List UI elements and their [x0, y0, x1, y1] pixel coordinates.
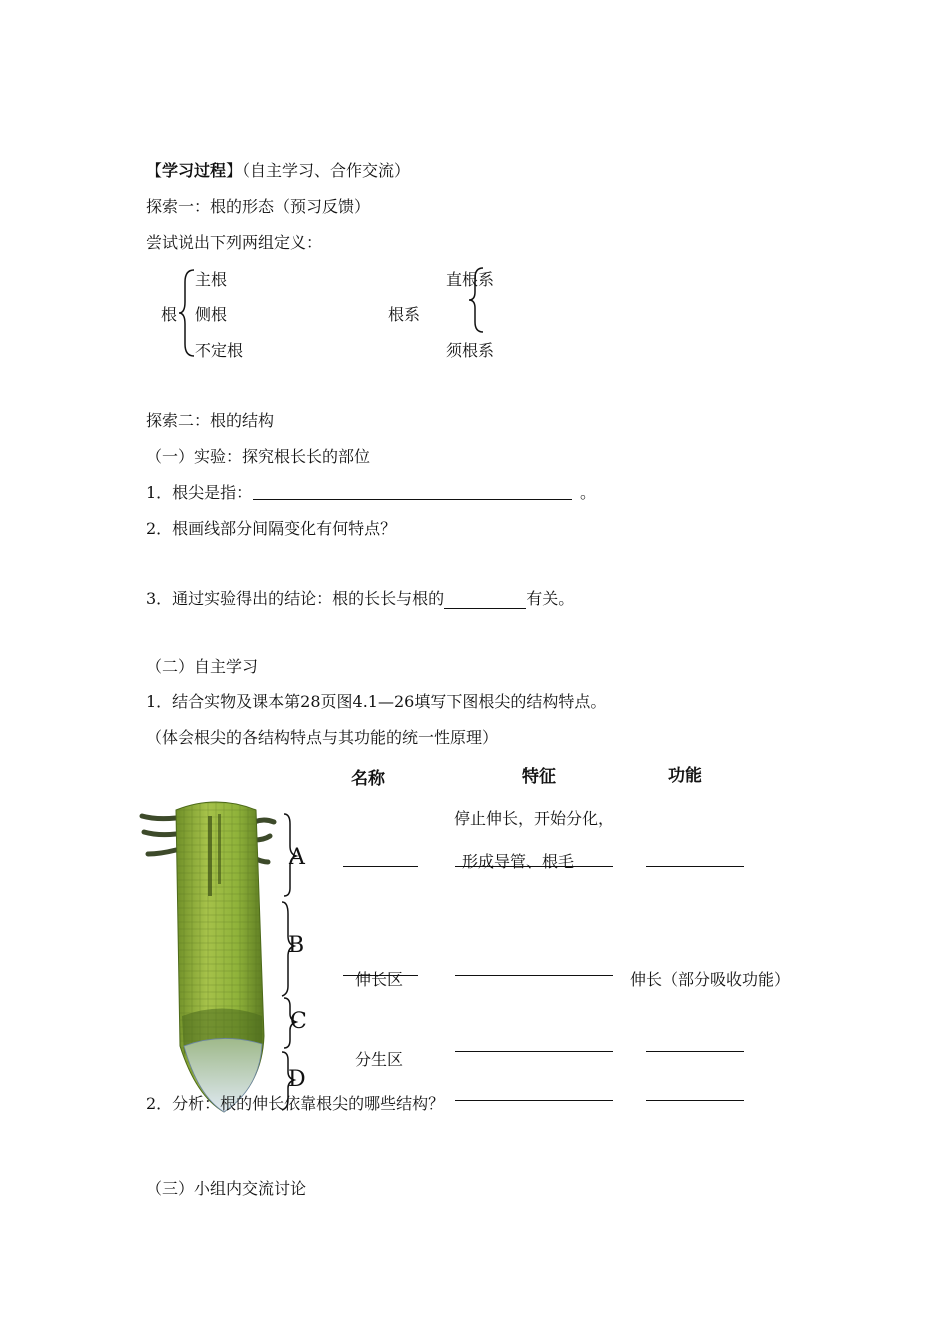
- rowC-name: 分生区: [355, 1050, 404, 1069]
- rowB-name-blank: [343, 975, 418, 976]
- zone-label-c: C: [290, 1009, 307, 1034]
- title-bracket-close: 】: [226, 161, 243, 180]
- explore1-prompt: 尝试说出下列两组定义：: [146, 233, 323, 252]
- rowA-feature-line1: 停止伸长，开始分化，: [454, 809, 615, 828]
- header-name: 名称: [351, 769, 385, 789]
- explore1-title: 探索一：根的形态（预习反馈）: [146, 197, 371, 216]
- question-3: [146, 589, 574, 609]
- rowB-name: 伸长区: [355, 970, 404, 989]
- part2-title: （二）自主学习: [146, 657, 259, 676]
- rowA-name-blank[interactable]: [343, 866, 418, 867]
- system-item-taproot: 直根系: [446, 270, 495, 289]
- root-label: 根: [161, 305, 178, 324]
- question-1: 1．根尖是指：: [146, 483, 253, 502]
- title-main: 学习过程: [162, 161, 227, 180]
- root-item-adventitious: 不定根: [195, 341, 244, 360]
- zone-label-a: A: [289, 845, 305, 870]
- title-note: （自主学习、合作交流）: [242, 161, 411, 180]
- task-1: 1．结合实物及课本第28页图4.1—26填写下图根尖的结构特点。: [146, 692, 607, 711]
- system-brace: [467, 266, 487, 334]
- rowB-feature-blank[interactable]: [455, 975, 613, 976]
- question-1-blank[interactable]: [253, 499, 572, 500]
- zone-label-d: D: [288, 1067, 306, 1092]
- rowA-feature-line2: 形成导管、根毛: [462, 852, 575, 871]
- question-3-blank[interactable]: [444, 592, 526, 609]
- rowD-function-blank[interactable]: [646, 1100, 744, 1101]
- title-bracket-open: 【: [146, 161, 163, 180]
- rowB-function: 伸长（部分吸收功能）: [630, 970, 791, 989]
- header-function: 功能: [668, 766, 702, 786]
- rowC-feature-blank[interactable]: [455, 1051, 613, 1052]
- rowC-function-blank[interactable]: [646, 1051, 744, 1052]
- part3-title: （三）小组内交流讨论: [146, 1179, 307, 1198]
- header-feature: 特征: [522, 767, 556, 787]
- rowD-feature-blank[interactable]: [455, 1100, 613, 1101]
- question-1-end: 。: [580, 483, 597, 502]
- question-analysis: 2．分析：根的伸长依靠根尖的哪些结构？: [146, 1094, 445, 1113]
- root-item-main: 主根: [195, 270, 228, 289]
- system-item-fibrous: 须根系: [446, 341, 495, 360]
- root-system-label: 根系: [388, 305, 421, 324]
- root-item-lateral: 侧根: [195, 305, 228, 324]
- question-3-text-a: 3．通过实验得出的结论：根的长长与根的: [146, 589, 445, 608]
- task-1-note: （体会根尖的各结构特点与其功能的统一性原理）: [146, 728, 499, 747]
- part1-title: （一）实验：探究根长长的部位: [146, 447, 371, 466]
- section-title: [146, 161, 410, 181]
- question-2: 2．根画线部分间隔变化有何特点？: [146, 519, 397, 538]
- rowA-function-blank[interactable]: [646, 866, 744, 867]
- zone-label-b: B: [288, 933, 305, 958]
- rowA-feature-blank[interactable]: [455, 866, 613, 867]
- question-3-text-b: 有关。: [526, 589, 575, 608]
- explore2-title: 探索二：根的结构: [146, 411, 275, 430]
